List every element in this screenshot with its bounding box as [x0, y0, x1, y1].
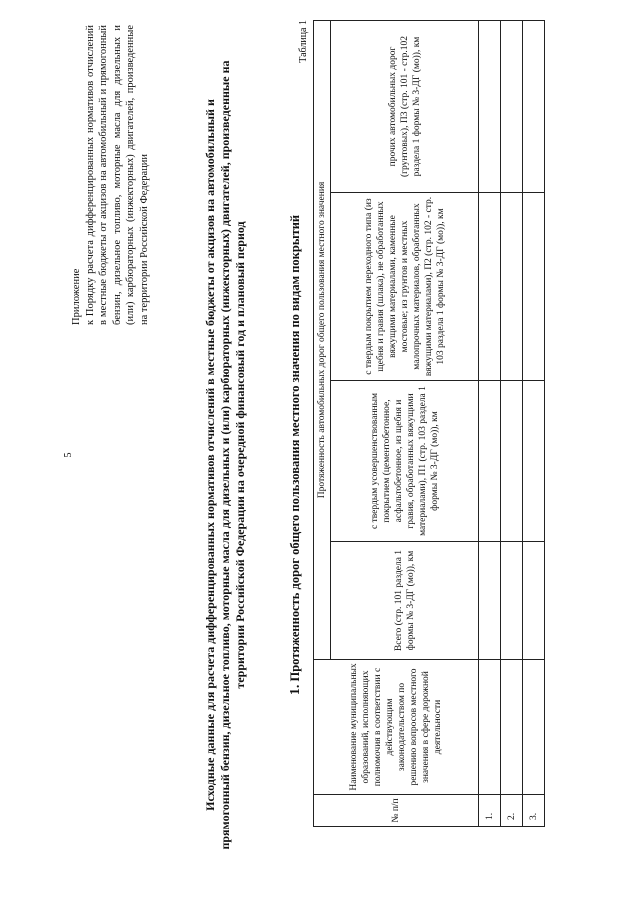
row-number: 3.	[523, 795, 545, 827]
header-road-length-group: Протяженность автомобильных дорог общего пользования местного значения	[314, 21, 331, 660]
row-number: 2.	[501, 795, 523, 827]
header-row-number: № п/п	[314, 795, 479, 827]
table-cell	[479, 193, 501, 381]
table-cell	[523, 660, 545, 795]
table-cell	[479, 381, 501, 542]
document-title: Исходные данные для расчета дифференцированных нормативов отчислений в местные бюджеты от акцизов на автомобильный и прямогонный бензин, дизельное топливо, моторные масла для дизельных и (или) карбюраторных (инжекторных) двигателей, произведенные на территории Российской Федерации на очередной финансовый год и плановый период	[203, 60, 247, 850]
table-number: Таблица 1	[298, 20, 309, 63]
table-row	[479, 21, 501, 827]
section-number: 1.	[288, 684, 303, 696]
appendix-label: Приложение	[71, 268, 82, 325]
header-p2: с твердым покрытием переходного типа (из щебня и гравия (шлака), не обработанных вяжущими материалами, каменные мостовые; из грунтов и местных малопрочных материалов, обработанных вяжущими материалами), П2 (стр. 102 - стр. 103 раздела 1 формы № 3-ДГ (мо)), км	[331, 193, 479, 381]
header-total: Всего (стр. 101 раздела 1 формы № 3-ДГ (мо)), км	[331, 542, 479, 660]
header-p3: прочих автомобильных дорог (грунтовых), П3 (стр. 101 - стр.102 раздела 1 формы № 3-ДГ (мо)), км	[331, 21, 479, 193]
table-cell	[479, 21, 501, 193]
road-length-table	[313, 20, 545, 827]
table-cell	[501, 660, 523, 795]
table-cell	[523, 381, 545, 542]
header-p1: с твердым усовершенствованным покрытием (цементобетонное, асфальтобетонное, из щебня и гравия, обработанных вяжущими материалами), П1 (стр. 103 раздела 1 формы № 3-ДГ (мо)), км	[331, 381, 479, 542]
table-cell	[479, 542, 501, 660]
table-cell	[523, 542, 545, 660]
row-number: 1.	[479, 795, 501, 827]
table-cell	[523, 193, 545, 381]
header-municipality: Наименование муниципальных образований, исполняющих полномочия в соответствии с действующим законодательством по решению вопросов местного значения в сфере дорожной деятельности	[314, 660, 479, 795]
table-row	[501, 21, 523, 827]
table-cell	[501, 193, 523, 381]
appendix-text: к Порядку расчета дифференцированных нормативов отчислений в местные бюджеты от акцизов на автомобильный и прямогонный бензин, дизельное топливо, моторные масла для дизельных и (или) карбюраторных (инжекторных) двигателей, произведенные на территории Российской Федерации	[84, 25, 150, 325]
table-cell	[501, 381, 523, 542]
table-cell	[501, 21, 523, 193]
section-title: Протяженность дорог общего пользования местного значения по видам покрытий	[288, 214, 302, 682]
table-row	[523, 21, 545, 827]
table-cell	[479, 660, 501, 795]
appendix-block	[70, 25, 151, 325]
page-number: 5	[63, 452, 74, 458]
table-cell	[501, 542, 523, 660]
section-heading	[288, 60, 304, 850]
table-cell	[523, 21, 545, 193]
